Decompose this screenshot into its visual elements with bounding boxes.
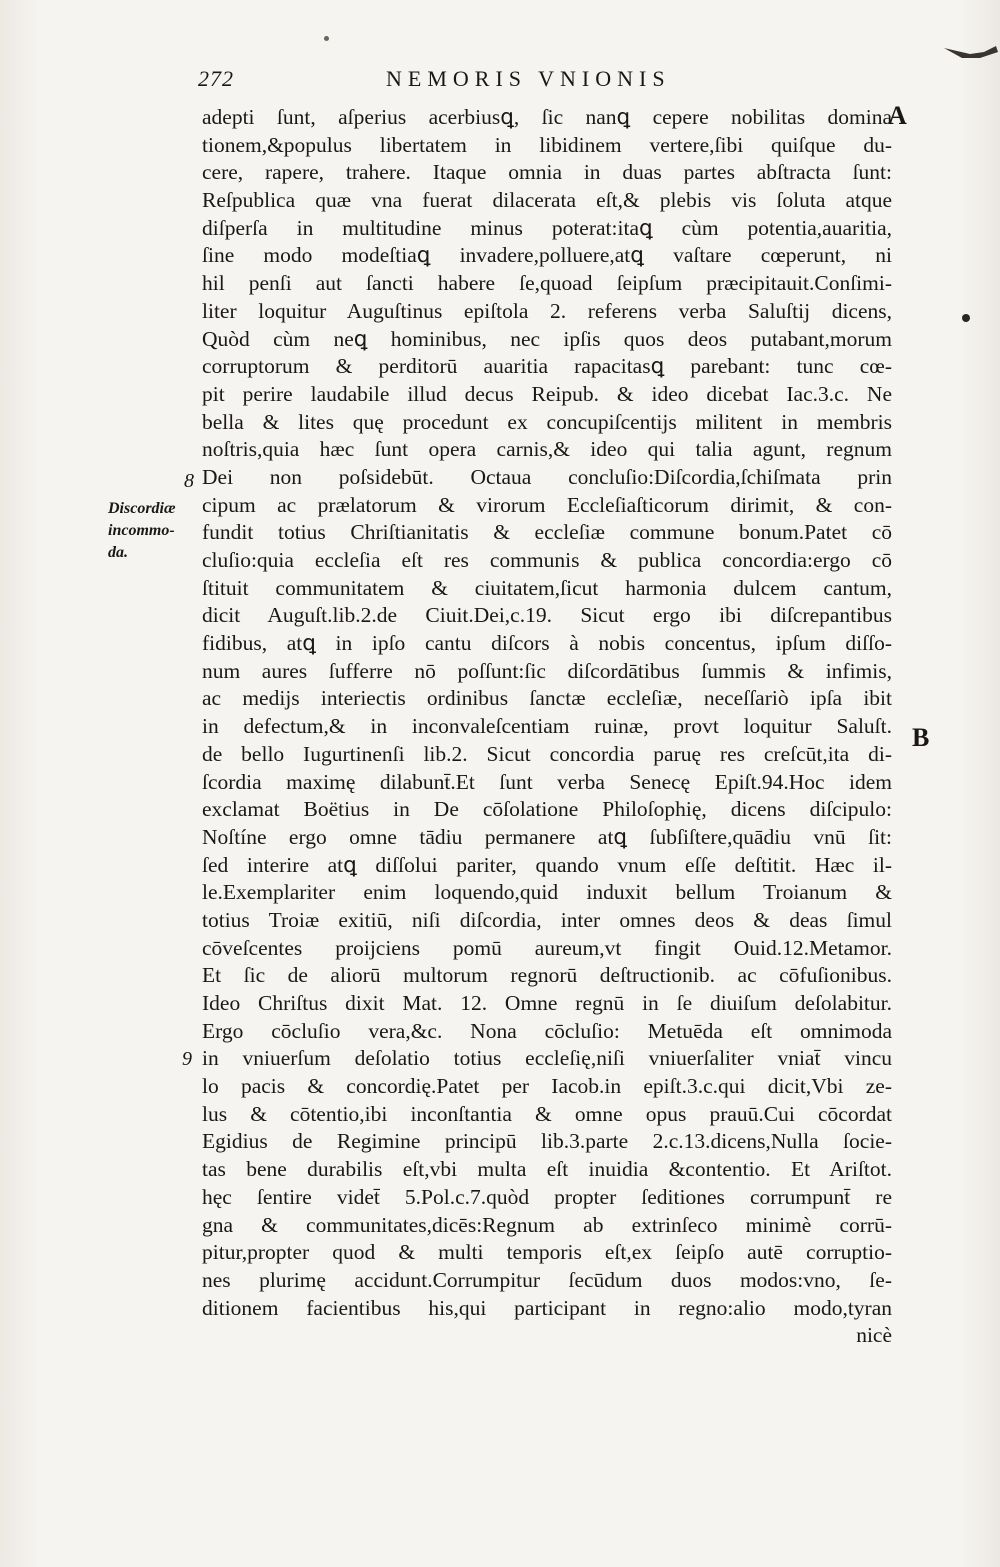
text-line: totius Troiæ exitiū, niſi diſcordia, inter omnes deos & deas ſimul bbox=[202, 907, 892, 932]
text-line: ſine modo modeſtiaꝗ invadere,polluere,atꝗ vaſtare cœperunt, ni bbox=[202, 243, 892, 268]
text-line: Reſpublica quæ vna fuerat dilacerata eſt,& plebis vis ſoluta atque bbox=[202, 188, 892, 213]
side-note-line: Discordiæ bbox=[108, 500, 176, 517]
text-line: ſtituit communitatem & ciuitatem,ſicut harmonia dulcem cantum, bbox=[202, 575, 892, 600]
side-note-line: da. bbox=[108, 544, 128, 561]
text-line: Quòd cùm neꝗ hominibus, nec ipſis quos deos putabant,morum bbox=[202, 326, 892, 351]
ink-speck bbox=[324, 36, 329, 41]
text-line: diſperſa in multitudine minus poterat:itaꝗ cùm potentia,auaritia, bbox=[202, 215, 892, 240]
text-line: fidibus, atꝗ in ipſo cantu diſcors à nobis concentus, ipſum diſſo- bbox=[202, 631, 892, 656]
text-line: exclamat Boëtius in De cōſolatione Philoſophię, dicens diſcipulo: bbox=[202, 797, 892, 822]
text-line: ſcordia maximę dilabunt̄.Et ſunt verba Senecę Epiſt.94.Hoc idem bbox=[202, 769, 892, 794]
text-line: adepti ſunt, aſperius acerbiusꝗ, ſic nanꝗ cepere nobilitas domina bbox=[202, 105, 892, 129]
text-line: cluſio:quia eccleſia eſt res communis & publica concordia:ergo cō bbox=[202, 548, 892, 572]
text-line: pitur,propter quod & multi temporis eſt,ex ſeipſo autē corruptio- bbox=[202, 1240, 892, 1265]
text-line: corruptorum & perditorū auaritia rapacitasꝗ parebant: tunc cœ- bbox=[202, 354, 892, 379]
margin-letter-a: A bbox=[888, 101, 907, 130]
text-line: gna & communitates,dicēs:Regnum ab extrinſeco minimè corrū- bbox=[202, 1212, 892, 1237]
page-header bbox=[198, 66, 888, 98]
text-line: hęc ſentire videt̄ 5.Pol.c.7.quòd propter ſeditiones corrumpunt̄ re bbox=[202, 1184, 892, 1209]
text-line: Et ſic de aliorū multorum regnorū deſtructionib. ac cōfuſionibus. bbox=[202, 963, 892, 988]
text-line: de bello Iugurtinenſi lib.2. Sicut concordia paruę res creſcūt,ita di- bbox=[202, 741, 892, 766]
text-line: cōveſcentes proijciens pomū aureum,vt fingit Ouid.12.Metamor. bbox=[202, 935, 892, 960]
text-line: Ideo Chriſtus dixit Mat. 12. Omne regnū in ſe diuiſum deſolabitur. bbox=[202, 991, 892, 1015]
text-line: tionem,&populus libertatem in libidinem vertere,ſibi quiſque du- bbox=[202, 132, 892, 157]
text-line: liter loquitur Auguſtinus epiſtola 2. referens verba Saluſtij dicens, bbox=[202, 298, 892, 323]
text-line: ſed interire atꝗ diſſolui pariter, quando vnum eſſe deſtitit. Hæc il- bbox=[202, 852, 892, 877]
text-line: ditionem facientibus his,qui participant in regno:alio modo,tyran bbox=[202, 1295, 892, 1320]
text-line: cipum ac prælatorum & virorum Eccleſiaſticorum dirimit, & con- bbox=[202, 492, 892, 517]
margin-dot bbox=[962, 314, 970, 322]
side-note bbox=[108, 498, 198, 564]
text-line: le.Exemplariter enim loquendo,quid induxit bellum Troianum & bbox=[202, 880, 892, 905]
text-line: dicit Auguſt.lib.2.de Ciuit.Dei,c.19. Sicut ergo ibi diſcrepantibus bbox=[202, 603, 892, 628]
text-line: nicè bbox=[856, 1323, 892, 1348]
running-title: NEMORIS VNIONIS bbox=[386, 66, 671, 91]
text-line: Ergo cōcluſio vera,&c. Nona cōcluſio: Metuēda eſt omnimoda bbox=[202, 1018, 892, 1043]
text-line: bella & lites quę procedunt ex concupiſcentijs militent in membris bbox=[202, 409, 892, 434]
text-line: lo pacis & concordię.Patet per Iacob.in epiſt.3.c.qui dicit,Vbi ze- bbox=[202, 1074, 892, 1099]
margin-number-8: 8 bbox=[184, 470, 194, 492]
text-line: cere, rapere, trahere. Itaque omnia in duas partes abſtracta ſunt: bbox=[202, 160, 892, 185]
body-text bbox=[202, 104, 892, 1350]
text-line: hil penſi aut ſancti habere ſe,quoad ſeipſum præcipitauit.Conſimi- bbox=[202, 271, 892, 296]
text-line: fundit totius Chriſtianitatis & eccleſiæ commune bonum.Patet cō bbox=[202, 520, 892, 545]
side-note-line: incommo- bbox=[108, 522, 175, 539]
text-line: Noſtíne ergo omne tādiu permanere atꝗ ſubſiſtere,quādiu vnū ſit: bbox=[202, 824, 892, 849]
margin-letter-b: B bbox=[912, 723, 930, 752]
page-number: 272 bbox=[198, 66, 234, 91]
text-line: in defectum,& in inconvaleſcentiam ruinæ, provt loquitur Saluſt. bbox=[202, 714, 892, 739]
text-line: ac medijs interiectis ordinibus ſanctæ eccleſiæ, neceſſariò ipſa ibit bbox=[202, 686, 892, 711]
text-line: lus & cōtentio,ibi inconſtantia & omne opus prauū.Cui cōcordat bbox=[202, 1101, 892, 1126]
text-line: num aures ſufferre nō poſſunt:ſic diſcordātibus ſummis & infimis, bbox=[202, 658, 892, 683]
text-line: noſtris,quia hæc ſunt opera carnis,& ideo qui talia agunt, regnum bbox=[202, 437, 892, 462]
text-line: Dei non poſsidebūt. Octaua concluſio:Diſcordia,ſchiſmata prin bbox=[202, 464, 892, 489]
margin-number-9: 9 bbox=[182, 1048, 192, 1070]
text-line: in vniuerſum deſolatio totius eccleſię,niſi vniuerſaliter vniat̄ vincu bbox=[202, 1046, 892, 1071]
text-line: tas bene durabilis eſt,vbi multa eſt inuidia &contentio. Et Ariſtot. bbox=[202, 1157, 892, 1182]
text-line: pit perire laudabile illud decus Reipub. & ideo dicebat Iac.3.c. Ne bbox=[202, 381, 892, 406]
text-line: nes plurimę accidunt.Corrumpitur ſecūdum duos modos:vno, ſe- bbox=[202, 1267, 892, 1292]
text-line: Egidius de Regimine principū lib.3.parte 2.c.13.dicens,Nulla ſocie- bbox=[202, 1129, 892, 1154]
ink-stain bbox=[940, 40, 1000, 62]
